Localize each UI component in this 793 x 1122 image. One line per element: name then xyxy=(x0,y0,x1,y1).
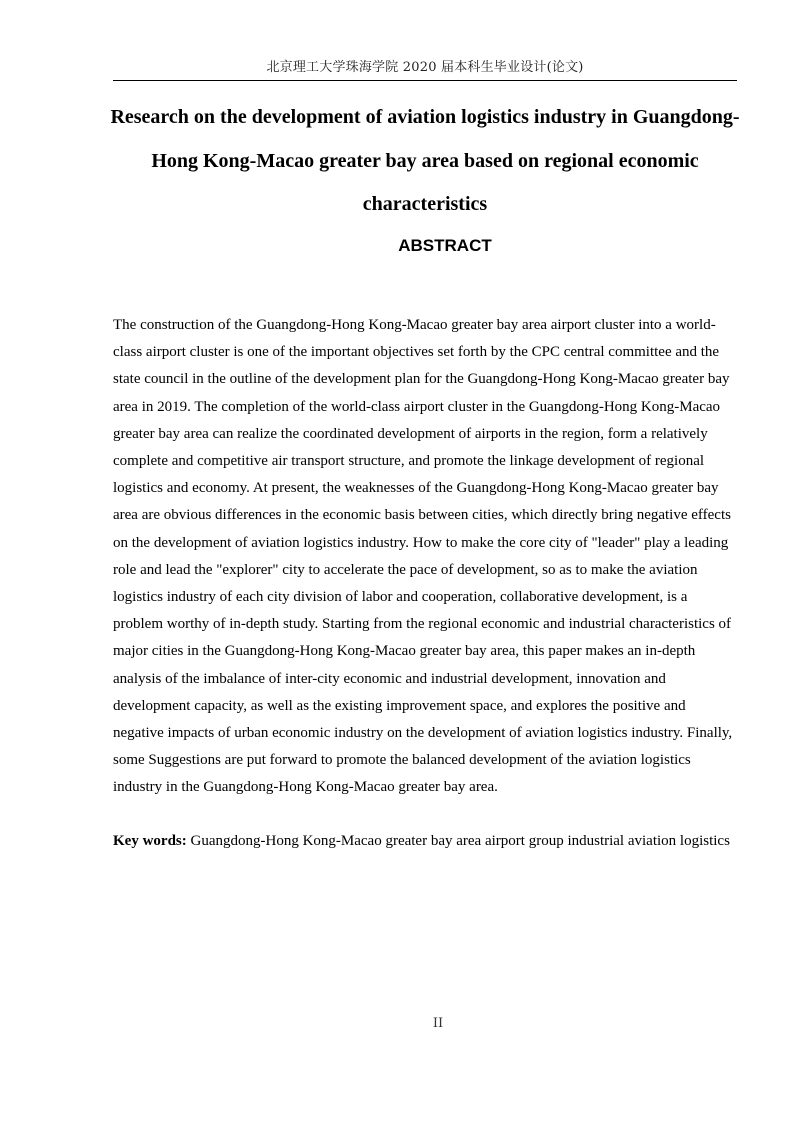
header-divider xyxy=(113,80,737,81)
keywords-text: Guangdong-Hong Kong-Macao greater bay area airport group industrial aviation logistics xyxy=(186,833,730,849)
paper-title: Research on the development of aviation logistics industry in Guangdong-Hong Kong-Macao greater bay area based on regional economic characteristics xyxy=(110,106,740,215)
page-number: II xyxy=(432,1016,444,1031)
keywords-paragraph xyxy=(113,828,739,855)
running-header: 北京理工大学珠海学院 2020 届本科生毕业设计(论文) xyxy=(266,60,584,75)
abstract-body: The construction of the Guangdong-Hong Kong-Macao greater bay area airport cluster into a world-class airport cluster is one of the important objectives set forth by the CPC central committee and the state council in the outline of the development plan for the Guangdong-Hong Kong-Macao greater bay area in 2019. The completion of the world-class airport cluster in the Guangdong-Hong Kong-Macao greater bay area can realize the coordinated development of airports in the region, form a relatively complete and competitive air transport structure, and promote the linkage development of regional logistics and economy. At present, the weaknesses of the Guangdong-Hong Kong-Macao greater bay area are obvious differences in the economic basis between cities, which directly bring negative effects on the development of aviation logistics industry. How to make the core city of "leader" play a leading role and lead the "explorer" city to accelerate the pace of development, so as to make the aviation logistics industry of each city division of labor and cooperation, collaborative development, is a problem worthy of in-depth study. Starting from the regional economic and industrial characteristics of major cities in the Guangdong-Hong Kong-Macao greater bay area, this paper makes an in-depth analysis of the imbalance of inter-city economic and industrial development, innovation and development capacity, as well as the existing improvement space, and explores the positive and negative impacts of urban economic industry on the development of aviation logistics industry. Finally, some Suggestions are put forward to promote the balanced development of the aviation logistics industry in the Guangdong-Hong Kong-Macao greater bay area. xyxy=(113,317,733,796)
keywords-label: Key words: xyxy=(113,833,187,849)
abstract-heading: ABSTRACT xyxy=(398,236,492,255)
